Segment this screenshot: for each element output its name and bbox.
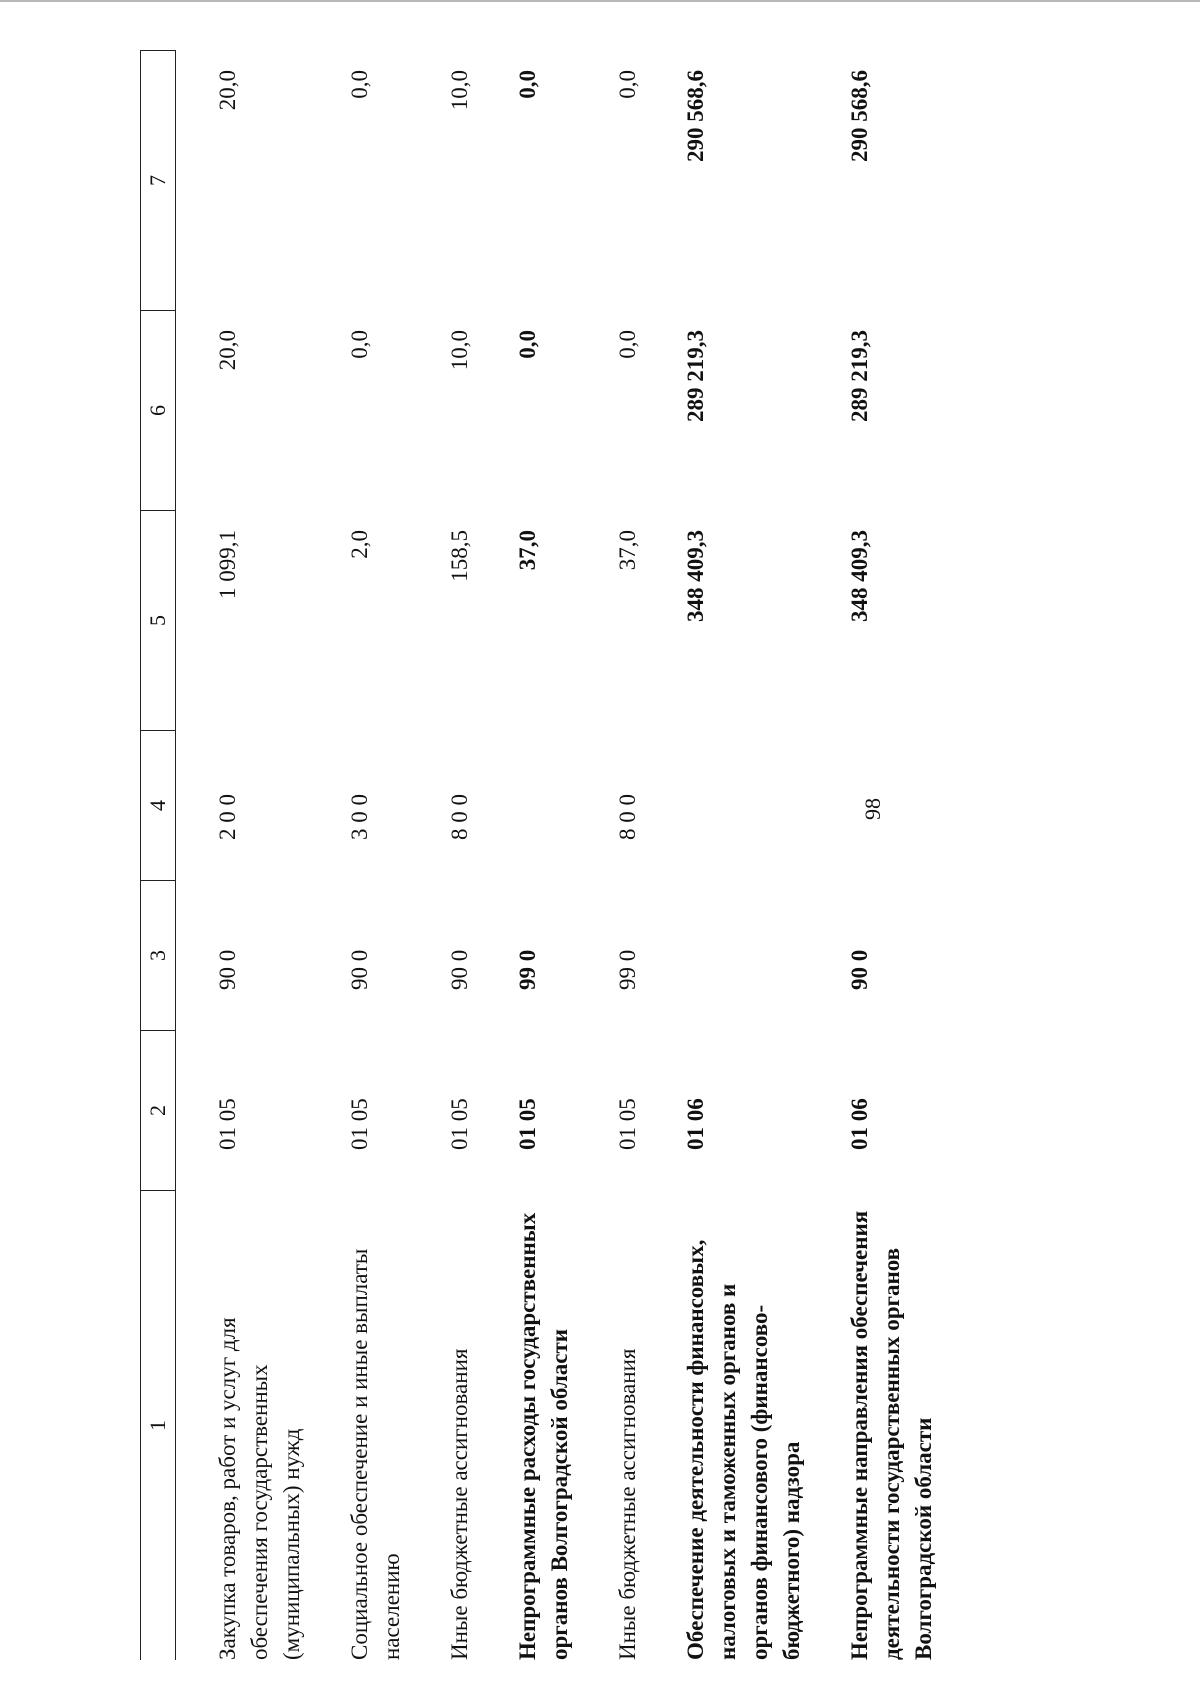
- row-razdel: 01 05: [515, 1098, 540, 1150]
- row-name: Закупка товаров, работ и услуг для обеспечения государственных (муниципальных) нужд: [215, 1317, 304, 1660]
- row-expense-type: 2 0 0: [215, 794, 240, 840]
- header-col-6: 6: [140, 310, 176, 510]
- row-value-col7: 0,0: [347, 70, 372, 99]
- scan-top-edge: [0, 0, 1200, 2]
- row-value-col5: 348 409,3: [847, 530, 872, 622]
- row-razdel: 01 06: [847, 1098, 872, 1150]
- row-value-col5: 2,0: [347, 530, 372, 559]
- row-value-col7: 290 568,6: [683, 70, 708, 162]
- row-value-col6: 0,0: [615, 330, 640, 359]
- header-col-7: 7: [140, 50, 176, 310]
- row-program-code: [680, 880, 808, 1030]
- row-value-col7: 290 568,6: [847, 70, 872, 162]
- row-value-col6: 289 219,3: [847, 330, 872, 422]
- row-program-code: 90 0: [847, 949, 872, 990]
- header-col-3: 3: [140, 880, 176, 1030]
- row-name: Иные бюджетные ассигнования: [447, 1348, 472, 1660]
- budget-table: [140, 50, 940, 1660]
- row-program-code: 99 0: [515, 949, 540, 990]
- row-expense-type: [512, 730, 576, 880]
- row-razdel: 01 06: [683, 1098, 708, 1150]
- budget-table-rotated: [140, 50, 1060, 1660]
- header-col-5: 5: [140, 510, 176, 730]
- row-value-col7: 0,0: [515, 70, 540, 99]
- row-expense-type: 8 0 0: [447, 794, 472, 840]
- row-value-col7: 10,0: [447, 70, 472, 111]
- row-expense-type: 8 0 0: [615, 794, 640, 840]
- row-name: Иные бюджетные ассигнования: [615, 1348, 640, 1660]
- row-program-code: 90 0: [215, 949, 240, 990]
- row-value-col6: 10,0: [447, 330, 472, 371]
- row-program-code: 90 0: [447, 949, 472, 990]
- row-name: Социальное обеспечение и иные выплаты населению: [347, 1248, 404, 1660]
- row-name: Непрограммные расходы государственных органов Волгоградской области: [515, 1212, 572, 1660]
- row-razdel: 01 05: [615, 1098, 640, 1150]
- row-value-col6: 0,0: [515, 330, 540, 359]
- row-value-col5: 158,5: [447, 530, 472, 582]
- row-name: Обеспечение деятельности финансовых, налоговых и таможенных органов и органов финансового (финансово-бюджетного) надзора: [683, 1239, 804, 1660]
- header-col-4: 4: [140, 730, 176, 880]
- header-col-2: 2: [140, 1030, 176, 1190]
- row-value-col6: 289 219,3: [683, 330, 708, 422]
- row-razdel: 01 05: [447, 1098, 472, 1150]
- row-value-col7: 0,0: [615, 70, 640, 99]
- row-value-col5: 348 409,3: [683, 530, 708, 622]
- row-value-col5: 37,0: [615, 530, 640, 571]
- row-expense-type: [844, 730, 940, 880]
- row-value-col6: 20,0: [215, 330, 240, 371]
- row-program-code: 99 0: [615, 949, 640, 990]
- row-value-col5: 37,0: [515, 530, 540, 571]
- row-value-col6: 0,0: [347, 330, 372, 359]
- row-expense-type: [680, 730, 808, 880]
- row-value-col7: 20,0: [215, 70, 240, 111]
- row-razdel: 01 05: [347, 1098, 372, 1150]
- row-expense-type: 3 0 0: [347, 794, 372, 840]
- row-value-col5: 1 099,1: [215, 530, 240, 599]
- header-col-1: 1: [140, 1190, 176, 1660]
- row-name: Непрограммные направления обеспечения деятельности государственных органов Волгоградской области: [847, 1210, 936, 1660]
- row-razdel: 01 05: [215, 1098, 240, 1150]
- row-program-code: 90 0: [347, 949, 372, 990]
- page-number: 98: [860, 798, 885, 820]
